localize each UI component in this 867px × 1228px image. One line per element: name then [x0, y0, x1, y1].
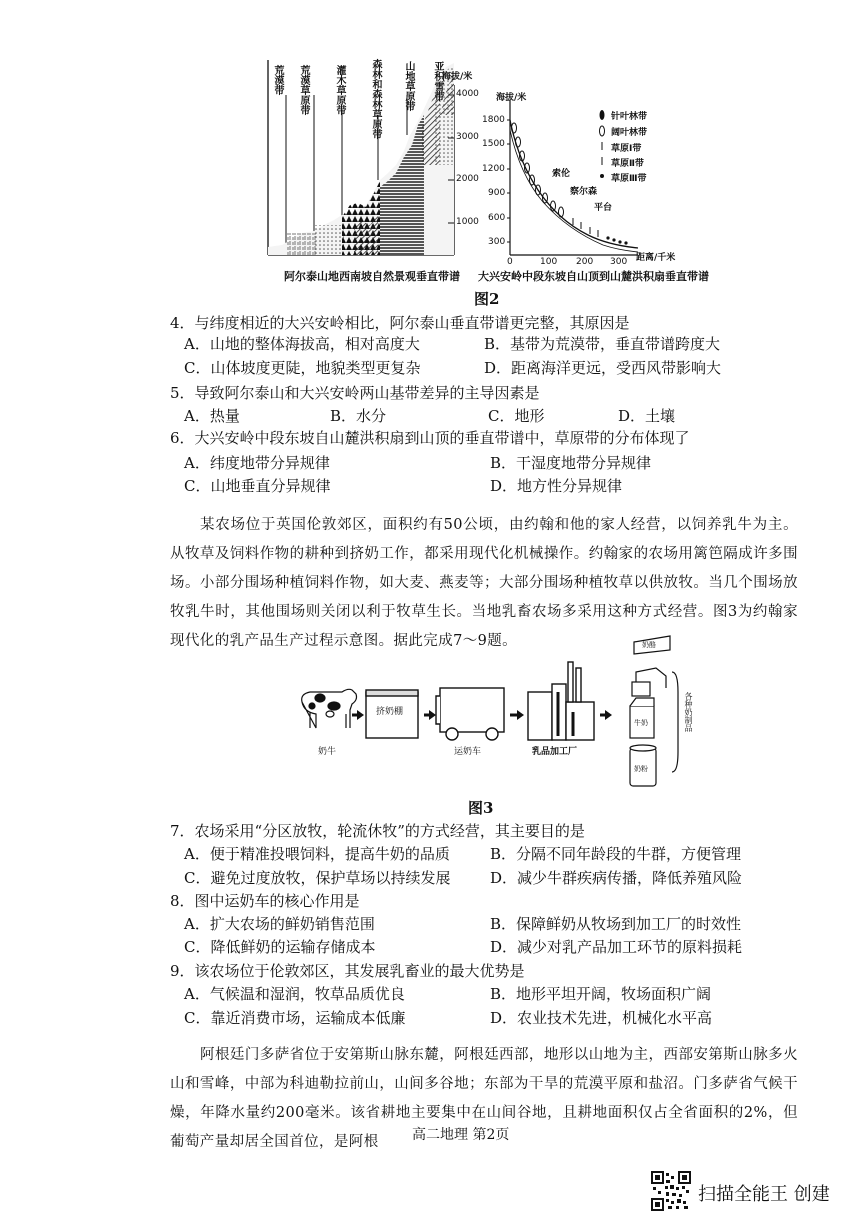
figure2-right	[478, 80, 688, 270]
ytick-1500: 1500	[482, 139, 505, 149]
q5-option-c: C．地形	[488, 407, 545, 425]
legend-3: 草原Ⅰ带	[611, 144, 642, 154]
truck-label: 运奶车	[454, 747, 482, 757]
cheese-text: 奶酪	[642, 641, 656, 649]
q5-option-a: A．热量	[184, 407, 240, 425]
place-pingtai: 平台	[594, 203, 613, 213]
q9-option-d: D．农业技术先进，机械化水平高	[490, 1009, 713, 1027]
q9-stem: 9．该农场位于伦敦郊区，其发展乳畜业的最大优势是	[170, 962, 525, 980]
qr-code-icon	[651, 1171, 691, 1211]
tick-2000: 2000	[456, 174, 479, 184]
q7-stem: 7．农场采用“分区放牧，轮流休牧”的方式经营，其主要目的是	[170, 822, 585, 840]
q5-stem: 5．导致阿尔泰山和大兴安岭两山基带差异的主导因素是	[170, 384, 540, 402]
q9-option-c: C．靠近消费市场，运输成本低廉	[184, 1009, 406, 1027]
zone-label-1: 荒漠带	[272, 65, 283, 95]
q7-option-b: B．分隔不同年龄段的牛群，方便管理	[490, 845, 742, 863]
figure2-label: 图2	[474, 290, 500, 308]
place-suolun: 索伦	[552, 169, 571, 179]
q8-stem: 8．图中运奶车的核心作用是	[170, 892, 360, 910]
axis-title-left: 海拔/米	[442, 72, 473, 82]
watermark-text: 扫描全能王 创建	[698, 1184, 830, 1205]
legend-4: 草原Ⅱ带	[611, 159, 644, 169]
q9-option-b: B．地形平坦开阔，牧场面积广阔	[490, 985, 712, 1003]
q9-option-a: A．气候温和湿润，牧草品质优良	[184, 985, 405, 1003]
q7-option-c: C．避免过度放牧，保护草场以持续发展	[184, 869, 451, 887]
q4-option-d: D．距离海洋更远，受西风带影响大	[484, 359, 722, 377]
ytick-1800: 1800	[482, 115, 505, 125]
xtick-200: 200	[576, 257, 594, 267]
x-axis-title: 距离/千米	[636, 253, 676, 263]
milk-text: 牛奶	[634, 719, 648, 727]
page-footer: 高二地理 第2页	[412, 1127, 510, 1143]
cow-icon	[302, 689, 357, 728]
cow-label: 奶牛	[318, 747, 337, 757]
xtick-100: 100	[540, 257, 558, 267]
daxinganling-chart	[478, 80, 688, 270]
zone-label-4: 森林和森林草原带	[370, 59, 381, 139]
axis-title-right: 海拔/米	[496, 93, 527, 103]
tick-4000: 4000	[456, 89, 479, 99]
place-chaersen: 察尔森	[570, 187, 598, 197]
factory-label: 乳品加工厂	[532, 747, 578, 757]
factory-icon	[528, 662, 594, 740]
passage-farm: 某农场位于英国伦敦郊区，面积约有50公顷，由约翰和他的家人经营，以饲养乳牛为主。从牧草及饲料作物的耕种到挤奶工作，都采用现代化机械操作。约翰家的农场用篱笆隔成许多围场。小部分围场种植饲料作物，如大麦、燕麦等；大部分围场种植牧草以供放牧。当几个围场放牧乳牛时，其他围场则关闭以利于牧草生长。当地乳畜农场多采用这种方式经营。图3为约翰家现代化的乳产品生产过程示意图。据此完成7～9题。	[170, 517, 798, 649]
q4-stem: 4．与纬度相近的大兴安岭相比，阿尔泰山垂直带谱更完整，其原因是	[170, 314, 630, 332]
tick-1000: 1000	[456, 217, 479, 227]
q6-stem: 6．大兴安岭中段东坡自山麓洪积扇到山顶的垂直带谱中，草原带的分布体现了	[170, 429, 690, 447]
ytick-1200: 1200	[482, 164, 505, 174]
figure3-label: 图3	[468, 799, 494, 817]
q6-option-d: D．地方性分异规律	[490, 477, 623, 495]
q7-option-d: D．减少牛群疾病传播，降低养殖风险	[490, 869, 743, 887]
ytick-600: 600	[488, 213, 506, 223]
powder-text: 奶粉	[634, 765, 648, 773]
q6-option-b: B．干湿度地带分异规律	[490, 454, 652, 472]
barn-label: 挤奶棚	[376, 707, 404, 717]
zone-label-3: 灌木草原带	[334, 65, 345, 115]
q6-option-a: A．纬度地带分异规律	[184, 454, 330, 472]
zone-label-5: 山地草原带	[403, 61, 414, 111]
q6-option-c: C．山地垂直分异规律	[184, 477, 331, 495]
figure2-right-caption: 大兴安岭中段东坡自山顶到山麓洪积扇垂直带谱	[478, 270, 709, 283]
products-label: 各种奶制品	[684, 692, 693, 732]
q7-option-a: A．便于精准投喂饲料，提高牛奶的品质	[184, 845, 450, 863]
zone-label-2: 荒漠草原带	[298, 65, 309, 115]
figure2-left-caption: 阿尔泰山地西南坡自然景观垂直带谱	[284, 270, 460, 283]
legend-1: 针叶林带	[611, 112, 648, 122]
legend-5: 草原Ⅲ带	[611, 174, 647, 184]
q8-option-c: C．降低鲜奶的运输存储成本	[184, 938, 376, 956]
tick-3000: 3000	[456, 132, 479, 142]
q8-option-b: B．保障鲜奶从牧场到加工厂的时效性	[490, 915, 742, 933]
legend-2: 阔叶林带	[611, 128, 648, 138]
xtick-0: 0	[507, 257, 513, 267]
figure3	[290, 632, 710, 792]
ytick-300: 300	[488, 237, 506, 247]
q5-option-d: D．土壤	[618, 407, 676, 425]
q4-option-b: B．基带为荒漠带，垂直带谱跨度大	[484, 335, 721, 353]
xtick-300: 300	[610, 257, 628, 267]
q4-option-c: C．山体坡度更陡，地貌类型更复杂	[184, 359, 421, 377]
figure2-left	[262, 55, 482, 270]
q8-option-a: A．扩大农场的鲜奶销售范围	[184, 915, 375, 933]
q4-option-a: A．山地的整体海拔高，相对高度大	[184, 335, 420, 353]
truck-icon	[436, 688, 504, 740]
zone-label-6: 亚积雪带	[432, 61, 443, 101]
passage-mendoza: 阿根廷门多萨省位于安第斯山脉东麓，阿根廷西部，地形以山地为主，西部安第斯山脉多火山和雪峰，中部为科迪勒拉前山，山间多谷地；东部为干旱的荒漠平原和盐沼。门多萨省气候干燥，年降水量约200毫米。该省耕地主要集中在山间谷地，且耕地面积仅占全省面积的2%，但葡萄产量却居全国首位，是阿根	[170, 1047, 798, 1150]
q5-option-b: B．水分	[330, 407, 387, 425]
ytick-900: 900	[488, 188, 506, 198]
q8-option-d: D．减少对乳产品加工环节的原料损耗	[490, 938, 743, 956]
